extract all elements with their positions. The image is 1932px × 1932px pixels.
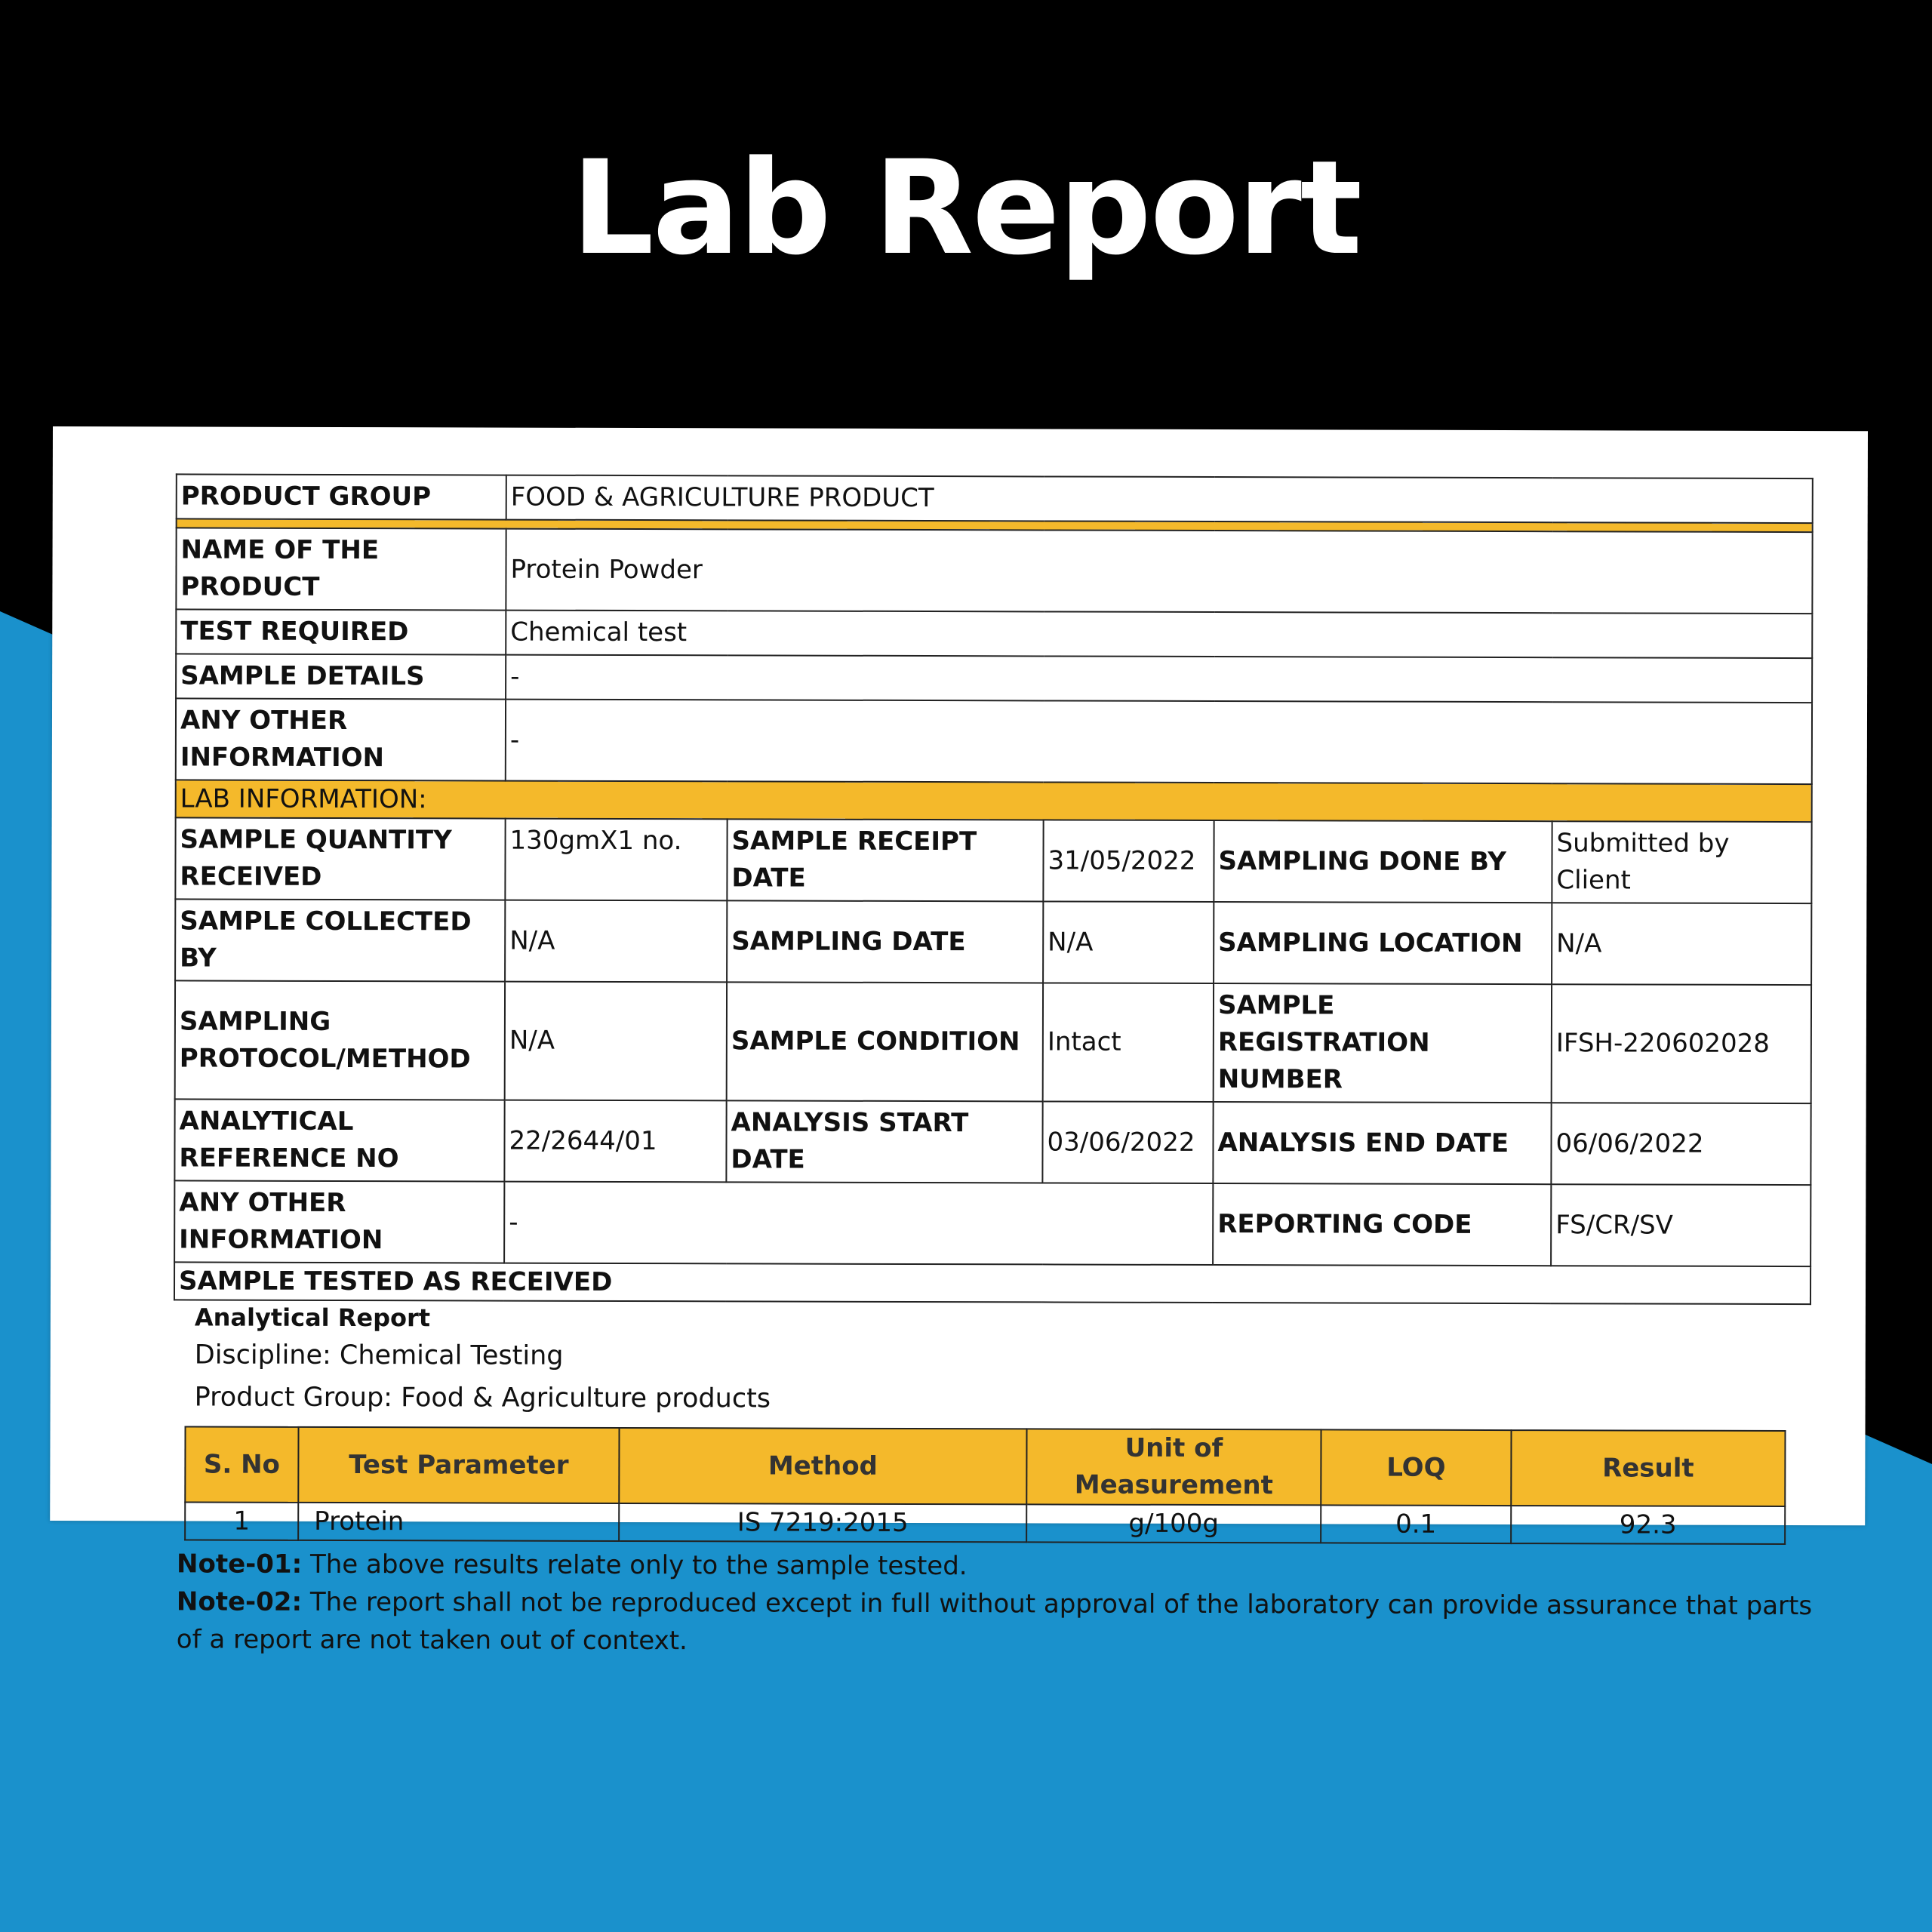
reporting-code-label: REPORTING CODE (1213, 1183, 1551, 1266)
note-01-text: The above results relate only to the sample tested. (302, 1549, 968, 1582)
analytical-ref-label: ANALYTICAL REFERENCE NO (174, 1099, 504, 1181)
receipt-date-label: SAMPLE RECEIPT DATE (727, 819, 1043, 901)
sampling-done-by-label: SAMPLING DONE BY (1214, 820, 1552, 903)
other-info-value: - (506, 700, 1812, 785)
test-required-value: Chemical test (506, 611, 1812, 659)
column-header: Result (1511, 1430, 1785, 1506)
end-date-value: 06/06/2022 (1551, 1103, 1810, 1185)
other-info2-label: ANY OTHER INFORMATION (174, 1180, 504, 1263)
note-01-label: Note-01: (177, 1549, 303, 1580)
collected-by-value: N/A (505, 900, 727, 983)
column-header: Test Parameter (298, 1427, 619, 1503)
note-02 (177, 1583, 1814, 1663)
registration-label: SAMPLE REGISTRATION NUMBER (1214, 983, 1552, 1103)
protocol-value: N/A (505, 982, 727, 1101)
sampling-date-value: N/A (1043, 901, 1214, 983)
tested-as-received: SAMPLE TESTED AS RECEIVED (174, 1262, 1810, 1304)
sampling-done-by-value: Submitted by Client (1552, 821, 1811, 903)
cell-loq: 0.1 (1321, 1505, 1511, 1543)
product-group-line: Product Group: Food & Agriculture products (194, 1382, 771, 1414)
condition-label: SAMPLE CONDITION (727, 982, 1043, 1101)
protocol-label: SAMPLING PROTOCOL/METHOD (175, 980, 505, 1100)
page-title: Lab Report (571, 132, 1361, 284)
column-header: Unit of Measurement (1026, 1429, 1321, 1505)
cell-result: 92.3 (1511, 1506, 1785, 1544)
table-row (185, 1502, 1785, 1544)
collected-by-label: SAMPLE COLLECTED BY (175, 899, 505, 981)
product-info-table (174, 473, 1814, 1305)
reporting-code-value: FS/CR/SV (1551, 1184, 1810, 1266)
registration-value: IFSH-220602028 (1552, 984, 1811, 1103)
product-name-value: Protein Powder (506, 529, 1812, 614)
test-required-label: TEST REQUIRED (176, 609, 506, 654)
sampling-location-value: N/A (1552, 903, 1811, 985)
sample-quantity-label: SAMPLE QUANTITY RECEIVED (175, 817, 505, 900)
report-sheet (50, 426, 1868, 1657)
start-date-label: ANALYSIS START DATE (726, 1100, 1042, 1183)
column-header: Method (619, 1428, 1026, 1504)
analytical-heading: Analytical Report (194, 1303, 431, 1333)
analytical-ref-value: 22/2644/01 (504, 1100, 726, 1183)
condition-value: Intact (1043, 983, 1214, 1102)
product-group-label: PRODUCT GROUP (177, 474, 506, 519)
receipt-date-value: 31/05/2022 (1043, 820, 1214, 902)
cell-parameter: Protein (298, 1503, 619, 1541)
end-date-label: ANALYSIS END DATE (1213, 1102, 1551, 1184)
sample-quantity-value: 130gmX1 no. (505, 819, 727, 901)
product-group-value: FOOD & AGRICULTURE PRODUCT (506, 475, 1813, 524)
cell-unit: g/100g (1026, 1504, 1321, 1543)
notes (173, 1545, 1814, 1663)
note-01 (177, 1545, 1814, 1587)
lab-information-heading: LAB INFORMATION: (176, 780, 1812, 822)
analytical-meta (174, 1300, 1810, 1423)
sampling-date-label: SAMPLING DATE (727, 900, 1043, 983)
sampling-location-label: SAMPLING LOCATION (1214, 902, 1552, 984)
note-02-label: Note-02: (176, 1586, 303, 1617)
product-name-label: NAME OF THE PRODUCT (176, 528, 506, 610)
sample-details-label: SAMPLE DETAILS (176, 654, 506, 699)
column-header: S. No (185, 1426, 298, 1502)
results-table (184, 1426, 1786, 1545)
report-document (173, 473, 1812, 1663)
start-date-value: 03/06/2022 (1042, 1101, 1213, 1183)
note-02-text: The report shall not be reproduced except in full without approval of the laboratory can provide assurance that parts of a report are not taken out of context. (176, 1586, 1813, 1657)
sample-details-value: - (506, 655, 1812, 703)
cell-method: IS 7219:2015 (619, 1503, 1026, 1542)
discipline-line: Discipline: Chemical Testing (194, 1340, 564, 1371)
other-info-label: ANY OTHER INFORMATION (176, 698, 506, 780)
cell-sno: 1 (185, 1502, 298, 1540)
column-header: LOQ (1321, 1429, 1511, 1506)
other-info2-value: - (504, 1182, 1213, 1265)
